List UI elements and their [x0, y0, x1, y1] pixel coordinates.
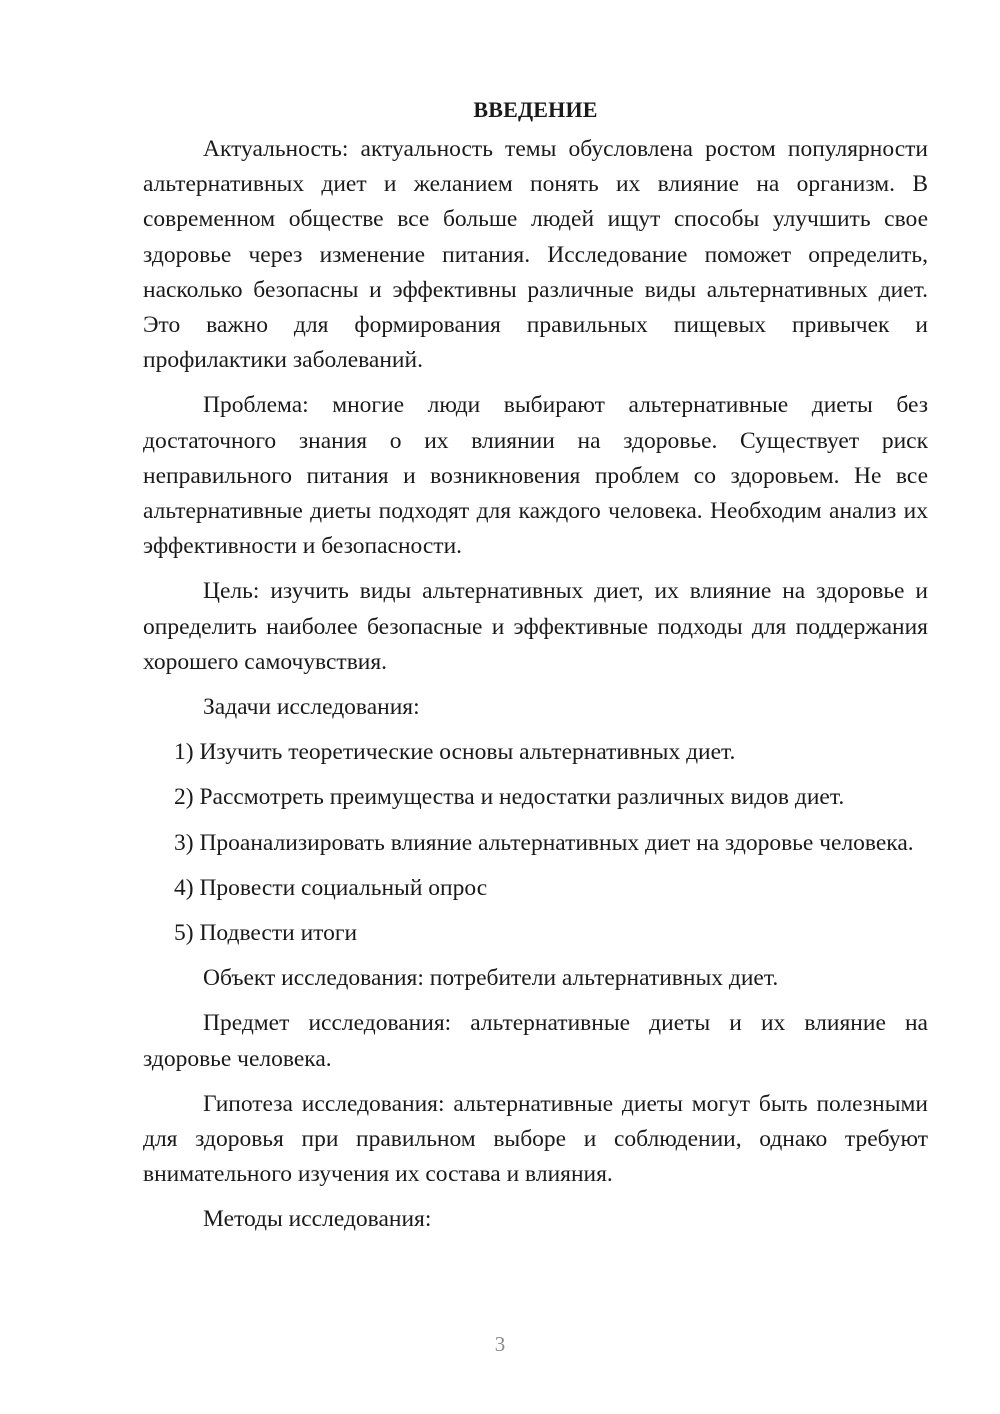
methods-heading: Методы исследования:: [203, 1206, 432, 1233]
hypothesis-paragraph: Гипотеза исследования: альтернативные диеты могут быть полезными для здоровья при правильном выборе и соблюдении, однако требуют внимательного изучения их состава и влияния.: [143, 1090, 928, 1188]
task-item-4: 4) Провести социальный опрос: [174, 874, 488, 901]
object-paragraph: Объект исследования: потребители альтернативных диет.: [203, 965, 779, 992]
task-item-2: 2) Рассмотреть преимущества и недостатки различных видов диет.: [174, 784, 845, 811]
page-number: 3: [494, 1332, 506, 1356]
task-item-3: 3) Проанализировать влияние альтернативных диет на здоровье человека.: [174, 829, 914, 856]
section-title: ВВЕДЕНИЕ: [473, 97, 598, 122]
task-item-1: 1) Изучить теоретические основы альтернативных диет.: [174, 739, 736, 766]
goal-paragraph: Цель: изучить виды альтернативных диет, их влияние на здоровье и определить наиболее безопасные и эффективные подходы для поддержания хорошего самочувствия.: [143, 578, 928, 675]
problem-paragraph: Проблема: многие люди выбирают альтернативные диеты без достаточного знания о их влиянии на здоровье. Существует риск неправильного питания и возникновения проблем со здоровьем. Не все альтернативные диеты подходят для каждого человека. Необходим анализ их эффективности и безопасности.: [143, 392, 928, 560]
page-content: [143, 92, 928, 1238]
tasks-heading: Задачи исследования:: [203, 694, 420, 721]
relevance-paragraph: Актуальность: актуальность темы обусловлена ростом популярности альтернативных диет и желанием понять их влияние на организм. В современном обществе все больше людей ищут способы улучшить свое здоровье через изменение питания. Исследование поможет определить, насколько безопасны и эффективны различные виды альтернативных диет. Это важно для формирования правильных пищевых привычек и профилактики заболеваний.: [143, 136, 928, 374]
subject-paragraph: Предмет исследования: альтернативные диеты и их влияние на здоровье человека.: [143, 1010, 928, 1072]
task-item-5: 5) Подвести итоги: [174, 920, 358, 947]
